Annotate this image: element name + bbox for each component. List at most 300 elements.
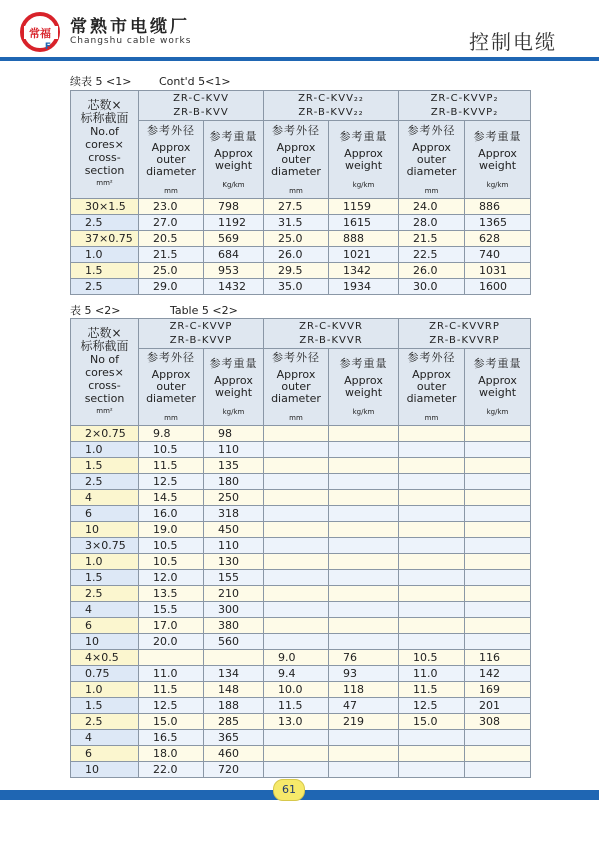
outer-diameter-cell: 20.5 (139, 231, 204, 247)
weight-cell: 569 (204, 231, 264, 247)
table-row (71, 554, 531, 570)
weight-cell (465, 602, 531, 618)
cores-header-cn1: 芯数× (87, 98, 122, 112)
header-divider (0, 57, 599, 61)
core-spec-cell: 10 (71, 634, 139, 650)
outer-diameter-cell (264, 586, 329, 602)
outer-diameter-cell: 16.5 (139, 730, 204, 746)
weight-cell (465, 762, 531, 778)
weight-cell: 888 (329, 231, 399, 247)
sub-header-en: Approx weight (478, 146, 517, 172)
weight-cell: 1600 (465, 279, 531, 295)
weight-cell (329, 522, 399, 538)
outer-diameter-cell: 12.0 (139, 570, 204, 586)
weight-cell: 684 (204, 247, 264, 263)
sub-header-unit: Kg/km (222, 180, 245, 189)
weight-cell: 740 (465, 247, 531, 263)
table-row (71, 199, 531, 215)
outer-diameter-cell (264, 634, 329, 650)
outer-diameter-cell: 22.0 (139, 762, 204, 778)
weight-cell (329, 746, 399, 762)
sub-header-cn: 参考重量 (209, 129, 258, 143)
outer-diameter-cell (139, 650, 204, 666)
weight-cell (465, 586, 531, 602)
outer-diameter-cell (264, 538, 329, 554)
weight-cell: 1192 (204, 215, 264, 231)
sub-header (264, 349, 329, 426)
model-group-header (139, 91, 264, 121)
cores-header-cn2: 标称截面 (80, 111, 129, 125)
outer-diameter-cell (399, 426, 465, 442)
sub-header-en: Approx outer diameter (406, 368, 457, 405)
weight-cell (465, 490, 531, 506)
outer-diameter-cell: 27.0 (139, 215, 204, 231)
sub-header-unit: kg/km (352, 408, 375, 416)
sub-header (204, 349, 264, 426)
model-name: ZR-B-KVVP (169, 334, 233, 346)
weight-cell: 300 (204, 602, 264, 618)
weight-cell (465, 634, 531, 650)
cores-header-unit: mm² (96, 406, 113, 415)
table-row (71, 458, 531, 474)
outer-diameter-cell: 10.5 (139, 442, 204, 458)
weight-cell (465, 442, 531, 458)
cores-header-unit: mm² (96, 179, 113, 187)
core-spec-cell: 30×1.5 (71, 199, 139, 215)
outer-diameter-cell (399, 634, 465, 650)
weight-cell: 148 (204, 682, 264, 698)
sub-header-en: Approx weight (344, 146, 383, 172)
table2-caption-en: Table 5 <2> (169, 304, 238, 317)
outer-diameter-cell: 15.0 (139, 714, 204, 730)
model-name: ZR-B-KVVR (299, 334, 363, 346)
outer-diameter-cell: 25.0 (139, 263, 204, 279)
outer-diameter-cell: 29.5 (264, 263, 329, 279)
outer-diameter-cell: 17.0 (139, 618, 204, 634)
table-row (71, 634, 531, 650)
table-row (71, 442, 531, 458)
table-row (71, 730, 531, 746)
outer-diameter-cell: 28.0 (399, 215, 465, 231)
cores-header-en: cores× (85, 365, 124, 379)
model-name: ZR-B-KVVRP (429, 334, 500, 346)
weight-cell: 76 (329, 650, 399, 666)
outer-diameter-cell (399, 490, 465, 506)
weight-cell (465, 746, 531, 762)
cable-spec-table-1 (70, 90, 531, 295)
sub-header-unit: mm (424, 186, 439, 195)
outer-diameter-cell: 24.0 (399, 199, 465, 215)
sub-header-en: Approx outer diameter (271, 140, 321, 178)
table2-caption-cn: 表 5 <2> (70, 304, 121, 317)
outer-diameter-cell: 12.5 (399, 698, 465, 714)
weight-cell: 47 (329, 698, 399, 714)
model-name: ZR-C-KVVP₂ (430, 92, 499, 104)
core-spec-cell: 4 (71, 490, 139, 506)
weight-cell: 142 (465, 666, 531, 682)
weight-cell: 365 (204, 730, 264, 746)
sub-header-unit: mm (424, 414, 439, 422)
outer-diameter-cell (399, 538, 465, 554)
weight-cell: 130 (204, 554, 264, 570)
outer-diameter-cell: 29.0 (139, 279, 204, 295)
outer-diameter-cell: 21.5 (399, 231, 465, 247)
weight-cell (465, 506, 531, 522)
outer-diameter-cell: 9.8 (139, 426, 204, 442)
weight-cell (465, 570, 531, 586)
model-name: ZR-C-KVVR (299, 320, 363, 332)
core-spec-cell: 4 (71, 602, 139, 618)
weight-cell: 134 (204, 666, 264, 682)
weight-cell: 210 (204, 586, 264, 602)
outer-diameter-cell: 27.5 (264, 199, 329, 215)
weight-cell (329, 490, 399, 506)
svg-text:F: F (44, 42, 52, 52)
sub-header-en: Approx weight (214, 146, 253, 172)
core-spec-cell: 4 (71, 730, 139, 746)
weight-cell (329, 730, 399, 746)
weight-cell: 285 (204, 714, 264, 730)
outer-diameter-cell (399, 506, 465, 522)
outer-diameter-cell: 23.0 (139, 199, 204, 215)
weight-cell: 135 (204, 458, 264, 474)
weight-cell (465, 538, 531, 554)
core-spec-cell: 4×0.5 (71, 650, 139, 666)
table-row (71, 538, 531, 554)
outer-diameter-cell (264, 442, 329, 458)
table-row (71, 698, 531, 714)
weight-cell (465, 458, 531, 474)
outer-diameter-cell: 20.0 (139, 634, 204, 650)
table-row (71, 586, 531, 602)
weight-cell (465, 730, 531, 746)
outer-diameter-cell: 35.0 (264, 279, 329, 295)
weight-cell: 169 (465, 682, 531, 698)
outer-diameter-cell (264, 506, 329, 522)
table-row (71, 650, 531, 666)
outer-diameter-cell: 18.0 (139, 746, 204, 762)
cores-header-en: cores× (85, 138, 124, 151)
sub-header-cn: 参考外径 (147, 123, 195, 137)
table-row (71, 746, 531, 762)
sub-header-en: Approx outer diameter (406, 140, 457, 178)
core-spec-cell: 1.0 (71, 554, 139, 570)
sub-header (139, 121, 204, 199)
weight-cell (204, 650, 264, 666)
weight-cell: 1021 (329, 247, 399, 263)
sub-header (399, 349, 465, 426)
core-spec-cell: 1.0 (71, 682, 139, 698)
outer-diameter-cell (264, 474, 329, 490)
weight-cell (329, 458, 399, 474)
weight-cell (329, 474, 399, 490)
weight-cell (465, 554, 531, 570)
core-spec-cell: 1.0 (71, 442, 139, 458)
outer-diameter-cell (264, 762, 329, 778)
table1-caption-cn: 续表 5 <1> (70, 75, 132, 88)
weight-cell (329, 554, 399, 570)
sub-header (139, 349, 204, 426)
outer-diameter-cell: 11.0 (399, 666, 465, 682)
sub-header (399, 121, 465, 199)
sub-header-cn: 参考重量 (339, 357, 388, 370)
weight-cell (329, 570, 399, 586)
core-spec-cell: 2×0.75 (71, 426, 139, 442)
outer-diameter-cell: 10.5 (139, 538, 204, 554)
outer-diameter-cell: 15.5 (139, 602, 204, 618)
weight-cell: 1031 (465, 263, 531, 279)
outer-diameter-cell: 10.0 (264, 682, 329, 698)
page-number: 61 (273, 779, 305, 801)
outer-diameter-cell: 15.0 (399, 714, 465, 730)
model-name: ZR-B-KVV (173, 106, 229, 118)
cores-header-en: cross- (88, 151, 121, 164)
outer-diameter-cell: 13.0 (264, 714, 329, 730)
weight-cell: 98 (204, 426, 264, 442)
outer-diameter-cell (264, 554, 329, 570)
sub-header-unit: mm (289, 186, 303, 195)
weight-cell: 110 (204, 538, 264, 554)
outer-diameter-cell (264, 730, 329, 746)
sub-header (264, 121, 329, 199)
model-name: ZR-C-KVVP (169, 320, 233, 332)
weight-cell: 798 (204, 199, 264, 215)
sub-header-cn: 参考重量 (339, 129, 388, 143)
outer-diameter-cell (399, 474, 465, 490)
brand-name-en: Changshu cable works (70, 36, 192, 46)
cores-header-cn1: 芯数× (87, 325, 122, 340)
weight-cell: 1934 (329, 279, 399, 295)
table-row (71, 602, 531, 618)
outer-diameter-cell (399, 762, 465, 778)
outer-diameter-cell: 19.0 (139, 522, 204, 538)
weight-cell (465, 618, 531, 634)
weight-cell: 219 (329, 714, 399, 730)
model-name: ZR-C-KVVRP (429, 320, 500, 332)
outer-diameter-cell: 21.5 (139, 247, 204, 263)
core-spec-cell: 1.5 (71, 263, 139, 279)
outer-diameter-cell: 25.0 (264, 231, 329, 247)
svg-text:常福: 常福 (29, 27, 51, 40)
core-spec-cell: 1.0 (71, 247, 139, 263)
outer-diameter-cell (399, 618, 465, 634)
table-row (71, 666, 531, 682)
weight-cell: 93 (329, 666, 399, 682)
outer-diameter-cell (399, 554, 465, 570)
outer-diameter-cell (264, 618, 329, 634)
sub-header-cn: 参考外径 (147, 351, 195, 364)
model-group-header (399, 319, 531, 349)
weight-cell: 110 (204, 442, 264, 458)
outer-diameter-cell (399, 730, 465, 746)
table-row (71, 279, 531, 295)
sub-header-cn: 参考外径 (407, 351, 456, 364)
table-row (71, 762, 531, 778)
weight-cell: 450 (204, 522, 264, 538)
table1-caption (70, 73, 237, 89)
sub-header-unit: kg/km (222, 408, 245, 416)
core-spec-cell: 1.5 (71, 458, 139, 474)
brand-name-cn: 常熟市电缆厂 (70, 17, 190, 37)
outer-diameter-cell (264, 570, 329, 586)
weight-cell: 201 (465, 698, 531, 714)
outer-diameter-cell: 11.5 (264, 698, 329, 714)
table2-caption (70, 302, 244, 318)
sub-header (465, 121, 531, 199)
weight-cell: 1365 (465, 215, 531, 231)
sub-header-cn: 参考外径 (272, 123, 320, 137)
cores-header-en: section (84, 391, 125, 405)
table-row (71, 490, 531, 506)
outer-diameter-cell: 30.0 (399, 279, 465, 295)
cores-header-en: cross- (88, 378, 121, 392)
sub-header (465, 349, 531, 426)
core-spec-cell: 6 (71, 618, 139, 634)
weight-cell (329, 762, 399, 778)
sub-header-cn: 参考外径 (407, 123, 456, 137)
weight-cell (329, 506, 399, 522)
weight-cell: 460 (204, 746, 264, 762)
model-name: ZR-B-KVV₂₂ (298, 106, 364, 118)
core-spec-cell: 10 (71, 762, 139, 778)
core-spec-cell: 37×0.75 (71, 231, 139, 247)
sub-header-unit: mm (289, 414, 303, 422)
page-title: 控制电缆 (469, 30, 557, 54)
outer-diameter-cell: 22.5 (399, 247, 465, 263)
model-group-header (399, 91, 531, 121)
sub-header-unit: kg/km (352, 180, 375, 189)
model-name: ZR-B-KVVP₂ (430, 106, 499, 118)
sub-header-cn: 参考重量 (473, 129, 522, 143)
table-row (71, 215, 531, 231)
core-spec-cell: 2.5 (71, 215, 139, 231)
model-group-header (264, 319, 399, 349)
weight-cell: 380 (204, 618, 264, 634)
outer-diameter-cell (264, 458, 329, 474)
model-name: ZR-C-KVV (173, 92, 229, 104)
core-spec-cell: 2.5 (71, 279, 139, 295)
core-spec-cell: 2.5 (71, 714, 139, 730)
sub-header-unit: kg/km (486, 408, 509, 416)
table-row (71, 522, 531, 538)
weight-cell: 155 (204, 570, 264, 586)
table-row (71, 426, 531, 442)
cores-header (71, 319, 139, 426)
weight-cell: 118 (329, 682, 399, 698)
weight-cell: 1615 (329, 215, 399, 231)
table-row (71, 474, 531, 490)
outer-diameter-cell: 31.5 (264, 215, 329, 231)
sub-header-unit: mm (164, 186, 178, 195)
weight-cell: 720 (204, 762, 264, 778)
cores-header-en: No.of (90, 125, 119, 138)
sub-header-en: Approx weight (478, 374, 517, 399)
weight-cell: 1159 (329, 199, 399, 215)
table-row (71, 231, 531, 247)
sub-header-unit: mm (164, 414, 178, 422)
sub-header-unit: kg/km (486, 180, 509, 189)
outer-diameter-cell (399, 522, 465, 538)
weight-cell: 886 (465, 199, 531, 215)
outer-diameter-cell (264, 602, 329, 618)
cores-header (71, 91, 139, 199)
table-row (71, 618, 531, 634)
table2-body (71, 426, 531, 778)
weight-cell (465, 522, 531, 538)
core-spec-cell: 2.5 (71, 586, 139, 602)
sub-header-en: Approx outer diameter (146, 368, 196, 405)
core-spec-cell: 6 (71, 506, 139, 522)
outer-diameter-cell: 10.5 (399, 650, 465, 666)
outer-diameter-cell (399, 442, 465, 458)
core-spec-cell: 3×0.75 (71, 538, 139, 554)
outer-diameter-cell: 13.5 (139, 586, 204, 602)
core-spec-cell: 1.5 (71, 570, 139, 586)
outer-diameter-cell: 12.5 (139, 474, 204, 490)
weight-cell: 188 (204, 698, 264, 714)
weight-cell: 953 (204, 263, 264, 279)
outer-diameter-cell (399, 586, 465, 602)
outer-diameter-cell: 16.0 (139, 506, 204, 522)
weight-cell (329, 442, 399, 458)
table1-caption-en: Cont'd 5<1> (158, 75, 231, 88)
table-row (71, 263, 531, 279)
weight-cell: 1342 (329, 263, 399, 279)
model-name: ZR-C-KVV₂₂ (298, 92, 364, 104)
sub-header (329, 121, 399, 199)
sub-header-en: Approx outer diameter (271, 368, 321, 405)
sub-header-en: Approx weight (344, 374, 383, 399)
core-spec-cell: 1.5 (71, 698, 139, 714)
core-spec-cell: 6 (71, 746, 139, 762)
cores-header-en: section (84, 164, 125, 177)
core-spec-cell: 2.5 (71, 474, 139, 490)
weight-cell (329, 586, 399, 602)
cores-header-en: No of (89, 352, 120, 366)
table-row (71, 570, 531, 586)
outer-diameter-cell: 9.4 (264, 666, 329, 682)
sub-header (204, 121, 264, 199)
weight-cell (329, 634, 399, 650)
outer-diameter-cell (399, 602, 465, 618)
weight-cell (329, 426, 399, 442)
weight-cell: 318 (204, 506, 264, 522)
weight-cell: 116 (465, 650, 531, 666)
model-group-header (264, 91, 399, 121)
weight-cell (329, 538, 399, 554)
sub-header-en: Approx outer diameter (146, 140, 196, 178)
outer-diameter-cell (399, 570, 465, 586)
outer-diameter-cell: 26.0 (399, 263, 465, 279)
outer-diameter-cell: 11.5 (139, 682, 204, 698)
outer-diameter-cell (264, 746, 329, 762)
weight-cell: 560 (204, 634, 264, 650)
cable-spec-table-2 (70, 318, 531, 778)
weight-cell: 250 (204, 490, 264, 506)
weight-cell (465, 474, 531, 490)
weight-cell (329, 618, 399, 634)
outer-diameter-cell (264, 426, 329, 442)
outer-diameter-cell: 12.5 (139, 698, 204, 714)
table1-body (71, 199, 531, 295)
outer-diameter-cell: 11.0 (139, 666, 204, 682)
weight-cell: 180 (204, 474, 264, 490)
sub-header-cn: 参考重量 (473, 357, 522, 370)
outer-diameter-cell: 26.0 (264, 247, 329, 263)
weight-cell: 1432 (204, 279, 264, 295)
outer-diameter-cell (264, 490, 329, 506)
sub-header-cn: 参考外径 (272, 351, 320, 364)
